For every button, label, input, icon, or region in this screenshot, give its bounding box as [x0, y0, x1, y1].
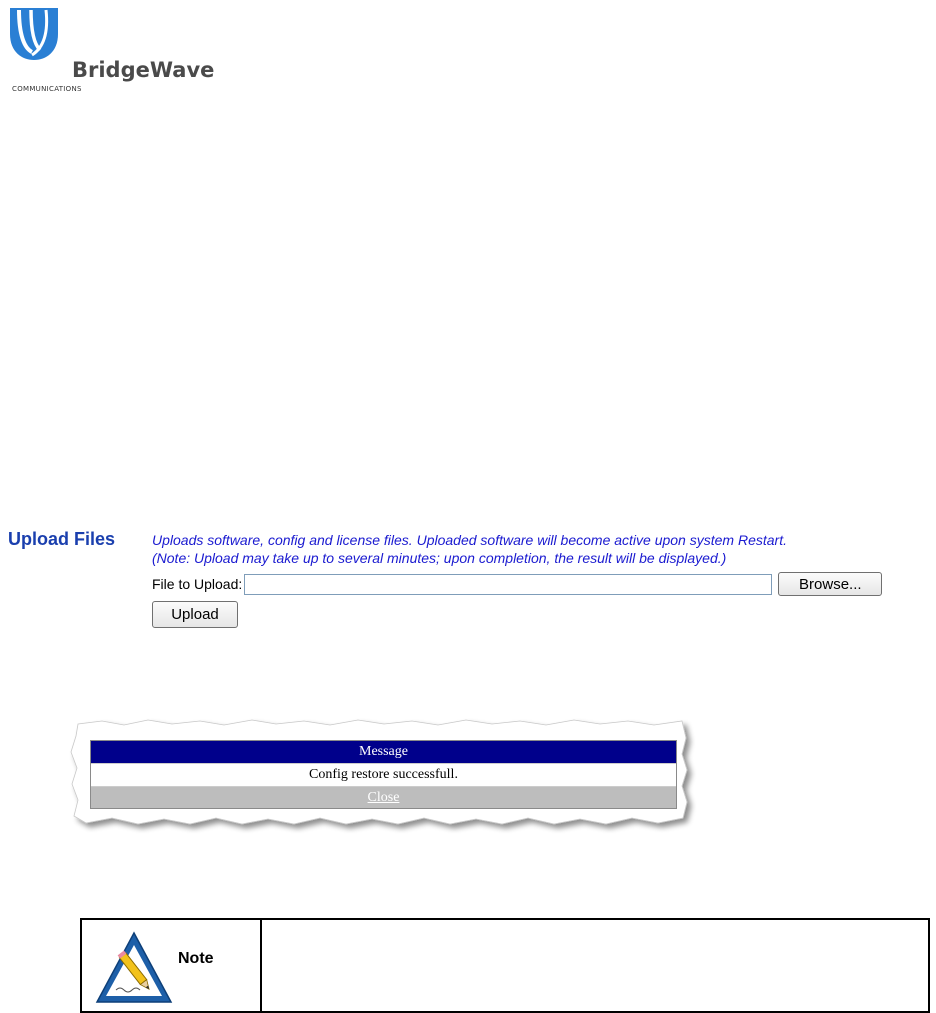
note-label: Note — [178, 950, 214, 967]
message-dialog-close-bar — [91, 787, 676, 808]
upload-button[interactable]: Upload — [152, 601, 238, 628]
note-table — [80, 918, 930, 1013]
close-link[interactable]: Close — [367, 790, 400, 805]
brand-subtitle: COMMUNICATIONS — [12, 85, 82, 93]
pencil-triangle-note-icon — [94, 930, 174, 1005]
upload-files-title: Upload Files — [8, 529, 116, 549]
file-upload-row — [152, 572, 882, 596]
upload-description-line2: (Note: Upload may take up to several minutes; upon completion, the result will be displayed.) — [152, 550, 727, 566]
file-path-input[interactable] — [244, 574, 772, 595]
note-text-cell — [262, 920, 928, 1011]
bridgewave-logo-icon — [10, 8, 62, 60]
brand-name: BridgeWave — [72, 58, 215, 82]
file-to-upload-label: File to Upload: — [152, 576, 243, 592]
message-dialog-body: Config restore successfull. — [91, 763, 676, 787]
message-dialog-header: Message — [91, 741, 676, 763]
upload-description-line1: Uploads software, config and license files. Uploaded software will become active upon system Restart. — [152, 532, 787, 548]
note-icon-cell — [82, 920, 262, 1011]
upload-description — [152, 531, 787, 567]
bridgewave-logo — [10, 8, 215, 96]
browse-button[interactable]: Browse... — [778, 572, 882, 596]
message-dialog — [90, 740, 677, 809]
